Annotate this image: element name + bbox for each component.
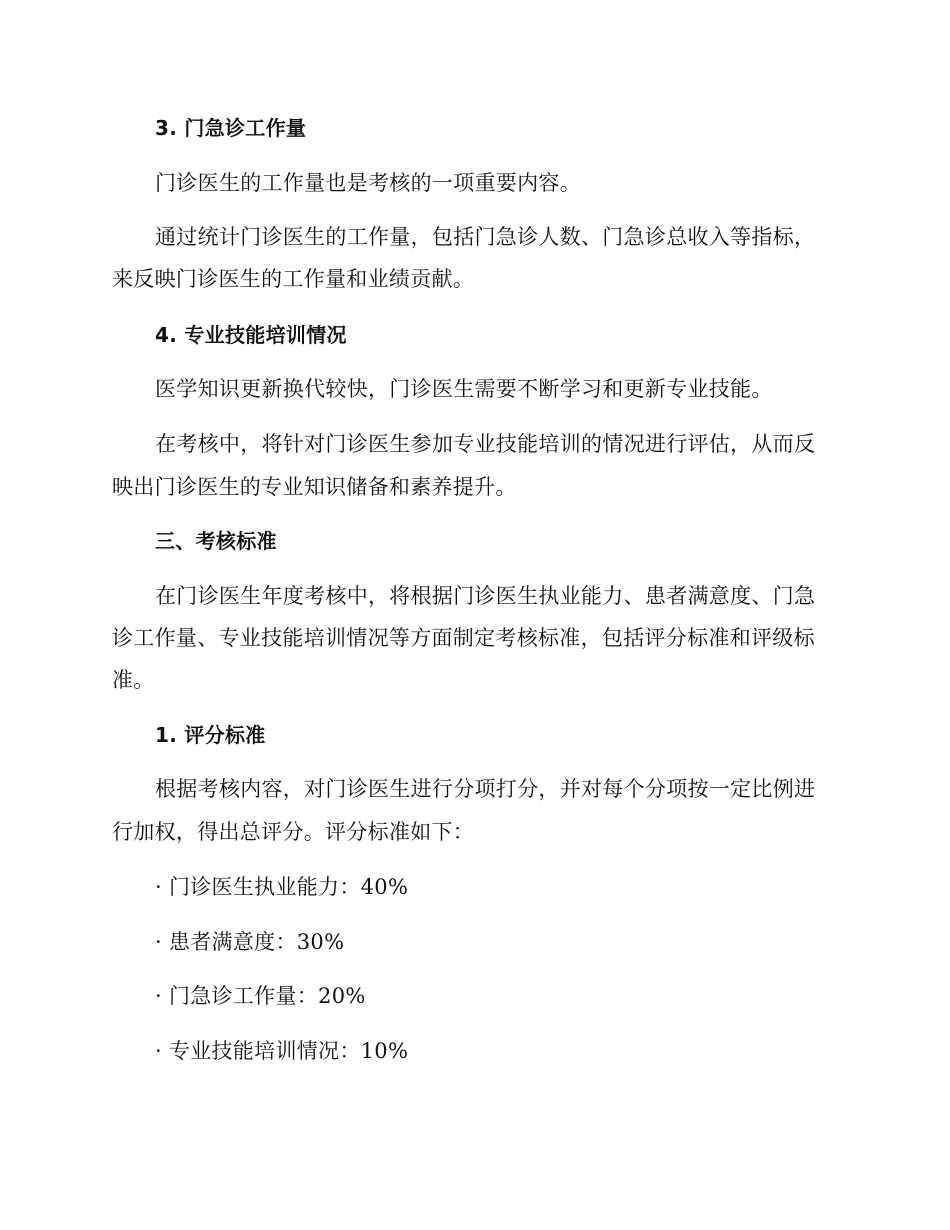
paragraph-text: 根据考核内容，对门诊医生进行分项打分，并对每个分项按一定比例进 bbox=[155, 777, 816, 801]
paragraph-text: 诊工作量、专业技能培训情况等方面制定考核标准，包括评分标准和评级标 bbox=[112, 626, 815, 650]
part-heading: 三、考核标准 bbox=[155, 529, 277, 553]
paragraph-text: 在考核中，将针对门诊医生参加专业技能培训的情况进行评估，从而反 bbox=[155, 432, 816, 456]
paragraph-text: 准。 bbox=[112, 668, 155, 692]
paragraph-text: 门诊医生的工作量也是考核的一项重要内容。 bbox=[155, 171, 581, 195]
list-item: · 门诊医生执业能力：40% bbox=[155, 875, 409, 899]
paragraph-text: 在门诊医生年度考核中，将根据门诊医生执业能力、患者满意度、门急 bbox=[155, 584, 816, 608]
paragraph-text: 通过统计门诊医生的工作量，包括门急诊人数、门急诊总收入等指标， bbox=[155, 225, 816, 249]
paragraph-text: 来反映门诊医生的工作量和业绩贡献。 bbox=[112, 267, 475, 291]
list-item: · 门急诊工作量：20% bbox=[155, 984, 366, 1008]
paragraph-text: 医学知识更新换代较快，门诊医生需要不断学习和更新专业技能。 bbox=[155, 377, 773, 401]
section-heading: 1. 评分标准 bbox=[155, 723, 266, 747]
paragraph-text: 映出门诊医生的专业知识储备和素养提升。 bbox=[112, 475, 517, 499]
list-item: · 患者满意度：30% bbox=[155, 930, 345, 954]
section-heading: 4. 专业技能培训情况 bbox=[155, 323, 347, 347]
paragraph-text: 行加权，得出总评分。评分标准如下： bbox=[112, 820, 475, 844]
list-item: · 专业技能培训情况：10% bbox=[155, 1039, 409, 1063]
section-heading: 3. 门急诊工作量 bbox=[155, 116, 307, 140]
